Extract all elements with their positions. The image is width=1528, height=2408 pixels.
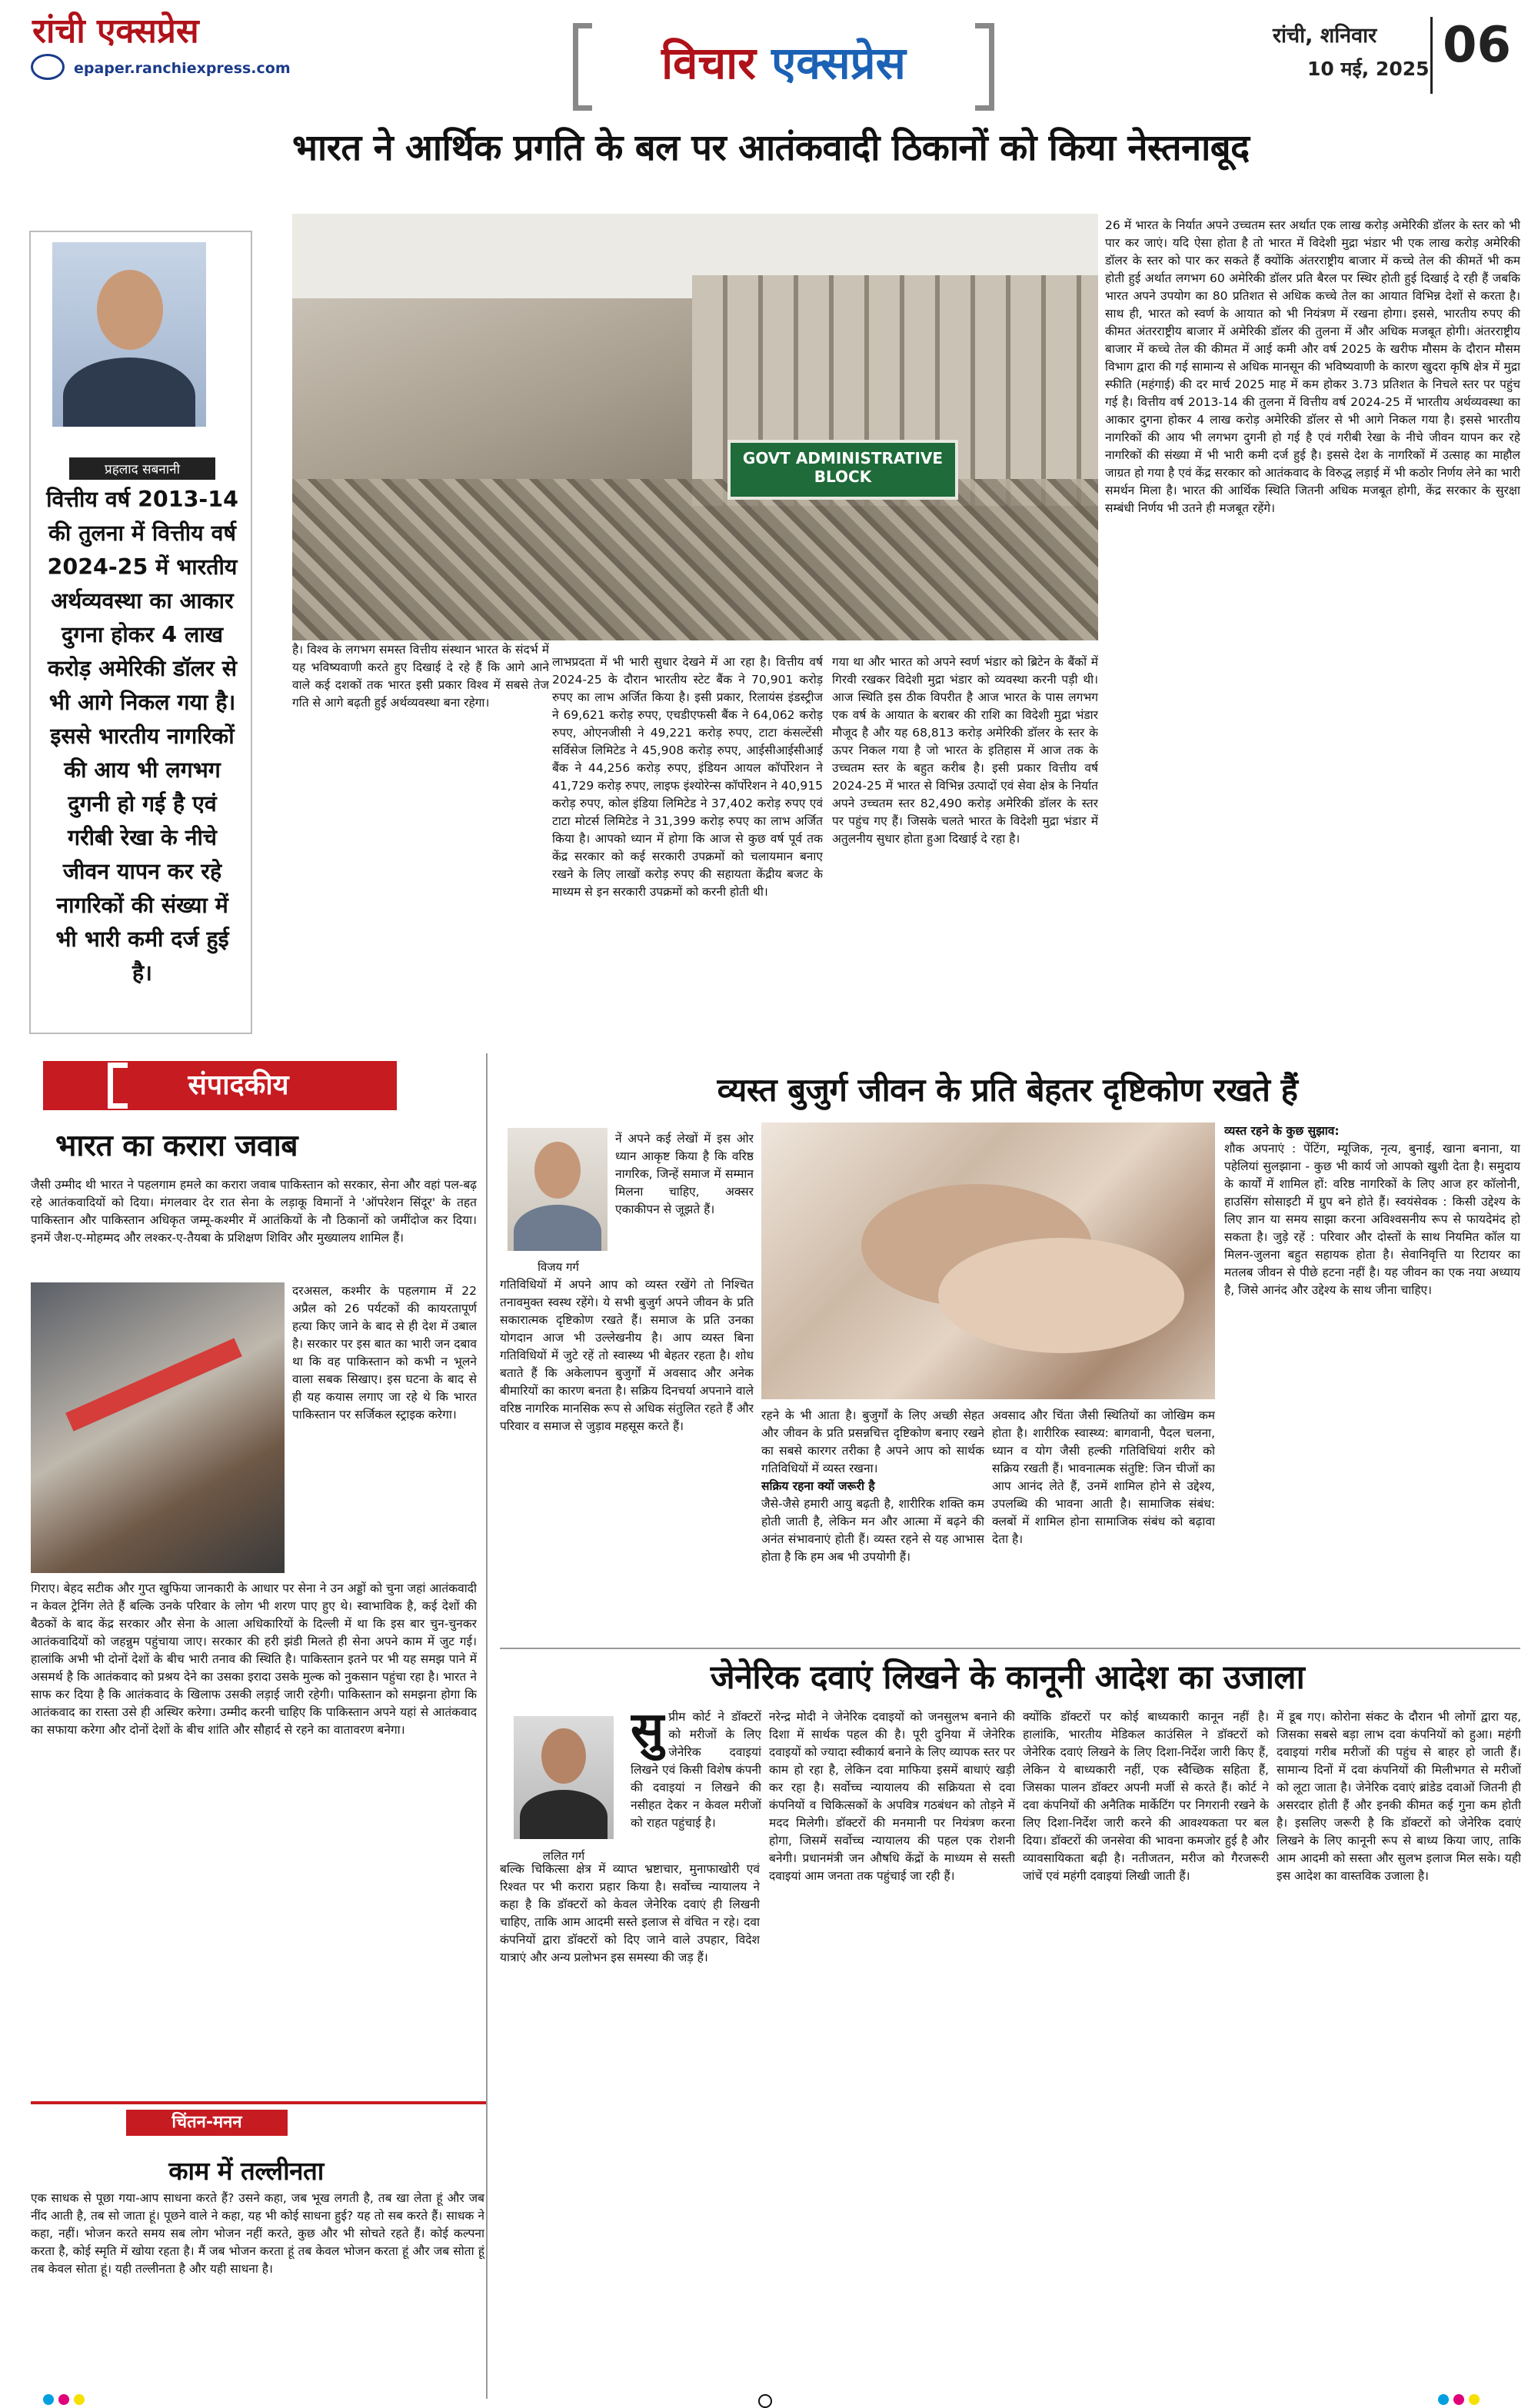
drop-cap: सु (631, 1708, 664, 1759)
cyan-mark-icon (43, 2394, 54, 2405)
author-name: ललित गर्ग (542, 1849, 585, 1863)
elderly-tips-box (1224, 1123, 1520, 1630)
author-photo (508, 1128, 608, 1251)
editorial-label: संपादकीय (188, 1069, 289, 1101)
edition-date: 10 मई, 2025 (1307, 58, 1430, 80)
generic-intro (631, 1708, 761, 1862)
editorial-text-b: दरअसल, कश्मीर के पहलगाम में 22 अप्रैल को 26 पर्यटकों की कायरतापूर्ण हत्या किए जाने के बाद से ही देश में उबाल है। सरकार पर इस बात का भारी जन दबाव था कि वह पाकिस्तान को कभी न भूलने वाला सबक सिखाए। इस घटना के बाद से ही यह कयास लगाए जा रहे थे कि भारत पाकिस्तान पर सर्जिकल स्ट्राइक करेगा। (292, 1284, 477, 1422)
generic-headline[interactable]: जेनेरिक दवाएं लिखने के कानूनी आदेश का उजाला (710, 1658, 1305, 1697)
page-number: 06 (1443, 17, 1512, 74)
editorial-text-a: जैसी उम्मीद थी भारत ने पहलगाम हमले का करारा जवाब पाकिस्तान को सरकार, सेना और वहां पल-बढ़ रहे आतंकवादियों को दिया। मंगलवार देर रात सेना के लड़ाकू विमानों ने 'ऑपरेशन सिंदूर' के तहत पाकिस्तान और पाकिस्तान अधिकृत जम्मू-कश्मीर में आतंकियों के नौ ठिकानों को जमींदोज कर दिया। इनमें जैश-ए-मोहम्मद और लश्कर-ए-तैयबा के प्रशिक्षण शिविर और मुख्यालय शामिल हैं। (31, 1178, 477, 1245)
lead-column-3: लाभप्रदता में भी भारी सुधार देखने में आ रहा है। वित्तीय वर्ष 2024-25 के दौरान भारतीय स्टेट बैंक ने 70,901 करोड़ रुपए का लाभ अर्जित किया है। इसी प्रकार, रिलायंस इंडस्ट्रीज ने 69,621 करोड़ रुपए, एचडीएफसी बैंक ने 64,062 करोड़ रुपए, ओएनजीसी ने 49,221 करोड़ रुपए, टाटा कंसल्टेंसी सर्विसेज लिमिटेड ने 45,908 करोड़ रुपए, आईसीआईसीआई बैंक ने 44,256 करोड़ रुपए, इंडियन आयल कॉर्पोरेशन ने 41,729 करोड़ रुपए, लाइफ इंश्योरेन्स कॉर्पोरेशन ने 40,915 करोड़ रुपए, कोल इंडिया लिमिटेड ने 37,402 करोड़ रुपए एवं टाटा मोटर्स लिमिटेड ने 31,399 करोड़ रुपए का लाभ अर्जित किया है। आपको ध्यान में होगा कि आज से कुछ वर्ष पूर्व तक केंद्र सरकार को कई सरकारी उपक्रमों को चलायमान बनाए रखने के लिए लाखों करोड़ रुपए की सहायता केंद्रीय बजट के माध्यम से इन सरकारी उपक्रमों को करनी होती थी। (552, 655, 823, 899)
elderly-photo-hands (761, 1123, 1215, 1399)
editorial-text-c: गिराए। बेहद सटीक और गुप्त खुफिया जानकारी के आधार पर सेना ने उन अड्डों को चुना जहां आतंकवादी न केवल ट्रेनिंग लेते हैं बल्कि उनके परिवार के लोग भी शरण पाए हुए थे। स्वाभाविक है, कई देशों की बैठकों के बाद केंद्र सरकार और सेना के आला अधिकारियों के दिल्ली में था कि इस बार चुन-चुनकर आतंकवादियों को जहन्नुम पहुंचाया जाए। सरकार की हरी झंडी मिलते ही सेना अपने काम में जुट गई। हालांकि अभी भी दोनों देशों के बीच भारी तनाव की स्थिति है। पाकिस्तान इतने पर भी यह समझ पाने में असमर्थ है कि आतंकवाद को प्रश्रय देने का उसका इरादा उसके मुल्क को नुकसान पहुंचा रहा है। भारत ने साफ कर दिया है कि आतंकवाद के खिलाफ उसकी लड़ाई जारी रहेगी। पाकिस्तान को समझना होगा कि आतंकवाद का रास्ता उसे ही अस्थिर करेगा। उम्मीद करनी चाहिए कि पाकिस्तान अपने यहां से आतंकवाद का सफाया करेगा और दोनों देशों के बीच शांति और सौहार्द से रहने का वातावरण बनेगा। (31, 1581, 477, 1737)
section-brand-word-b: एक्सप्रेस (771, 37, 906, 89)
elderly-intro: नें अपने कई लेखों में इस ओर ध्यान आकृष्ट किया है कि वरिष्ठ नागरिक, जिन्हें समाज में सम्मान मिलना चाहिए, अक्सर एकाकीपन से जूझते हैं। (615, 1132, 754, 1216)
chintan-headline[interactable]: काम में तल्लीनता (168, 2156, 324, 2186)
section-brand (573, 23, 994, 100)
lead-photo-damaged-building (292, 214, 1098, 640)
chintan-text: एक साधक से पूछा गया-आप साधना करते हैं? उसने कहा, जब भूख लगती है, तब खा लेता हूं और जब नींद आती है, तब सो जाता हूं। पूछने वाले ने कहा, यह भी कोई साधना हुई? यह तो सब करते हैं। साधक ने कहा, नहीं। भोजन करते समय सब लोग भोजन नहीं करते, कुछ और भी सोचते रहते हैं। कोई कल्पना करता है, कोई स्मृति में खोया रहता है। मैं जब भोजन करता हूं तब केवल भोजन करता हूं और जब सोता हूं तब केवल सोता हूं। यही तल्लीनता है और यही साधना है। (31, 2191, 484, 2276)
editorial-headline[interactable]: भारत का करारा जवाब (55, 1129, 298, 1163)
editorial-bracket-icon (108, 1063, 128, 1109)
cyan-mark-icon (1438, 2394, 1449, 2405)
generic-column-4: में डूब गए। कोरोना संकट के दौरान भी लोगों द्वारा यह, जिसका सबसे बड़ा लाभ दवा कंपनियों को हुआ। महंगी दवाइयां गरीब मरीजों की पहुंच से बाहर हो जाती हैं। सामान्य दिनों में दवा कंपनियों की मिलीभगत से मरीजों को लूटा जाता है। जेनेरिक दवाएं ब्रांडेड दवाओं जितनी ही असरदार होती हैं और इनकी कीमत कई गुना कम होती है। इसलिए जरूरी है कि डॉक्टरों को जेनेरिक दवाएं लिखने के लिए कानूनी रूप से बाध्य किया जाए, ताकि आम आदमी को सस्ता और सुलभ इलाज मिल सके। यही इस आदेश का वास्तविक उजाला है। (1277, 1710, 1521, 1883)
elderly-headline[interactable]: व्यस्त बुजुर्ग जीवन के प्रति बेहतर दृष्टिकोण रखते हैं (717, 1071, 1298, 1109)
pull-quote: वित्तीय वर्ष 2013-14 की तुलना में वित्तीय वर्ष 2024-25 में भारतीय अर्थव्यवस्था का आकार दुगना होकर 4 लाख करोड़ अमेरिकी डॉलर से भी आगे निकल गया है। इससे भारतीय नागरिकों की आय भी लगभग दुगनी हो गई है एवं गरीबी रेखा के नीचे जीवन यापन कर रहे नागरिकों की संख्या में भी भारी कमी दर्ज हुई है। (46, 487, 238, 986)
generic-column-2: नरेन्द्र मोदी ने जेनेरिक दवाइयों को जनसुलभ बनाने की दिशा में सार्थक पहल की है। पूरी दुनिया में जेनेरिक दवाइयों को ज्यादा स्वीकार्य बनाने के लिए व्यापक स्तर पर काम हो रहा है, लेकिन दवा माफिया इसमें बाधाएं खड़ी कर रहा है। सर्वोच्च न्यायालय की सक्रियता से दवा कंपनियों व चिकित्सकों के अपवित्र गठबंधन को तोड़ने में मदद मिलेगी। डॉक्टरों की मनमानी पर नियंत्रण करना होगा, जिसमें सर्वोच्च न्यायालय की पहल एक रोशनी बनेगी। प्रधानमंत्री जन औषधि केंद्रों के माध्यम से सस्ती दवाइयां आम जनता तक पहुंचाई जा रही हैं। (769, 1710, 1015, 1883)
generic-intro-text: प्रीम कोर्ट ने डॉक्टरों को मरीजों के लिए जेनेरिक दवाइयां लिखने एवं किसी विशेष कंपनी की दवाइयां न लिखने की नसीहत देकर न केवल मरीजों को राहत पहुंचाई है। (631, 1710, 761, 1830)
edition-city-day: रांची, शनिवार (1273, 24, 1377, 48)
elderly-column-2-text: रहने के भी आता है। बुजुर्गों के लिए अच्छी सेहत और जीवन के प्रति प्रसन्नचित्त दृष्टिकोण बनाए रखने का सबसे कारगर तरीका है अपने आप को सार्थक गतिविधियों में व्यस्त रखना। (761, 1409, 984, 1475)
lead-column-2: 26 में भारत के निर्यात अपने उच्चतम स्तर अर्थात एक लाख करोड़ अमेरिकी डॉलर के स्तर को भी पार कर जाएं। यदि ऐसा होता है तो भारत में विदेशी मुद्रा भंडार भी एक लाख करोड़ अमेरिकी डॉलर के स्तर को पार कर सकते हैं क्योंकि अंतरराष्ट्रीय बाजार में कच्चे तेल की कीमतें भी कम होती हुई अर्थात लगभग 60 अमेरिकी डॉलर प्रति बैरल पर स्थिर होती हुई दिखाई दे रही हैं जबकि भारत अपने उपयोग का 80 प्रतिशत से अधिक कच्चे तेल का आयात विभिन्न देशों से करता है। साथ ही, भारत को स्वर्ण के आयात को भी नियंत्रण में रखना होगा। इससे, भारतीय रुपए की कीमत अंतरराष्ट्रीय बाजार में अमेरिकी डॉलर की तुलना में और अधिक मजबूत होगी। अंतरराष्ट्रीय बाजार में कच्चे तेल की कीमत में आई कमी और वर्ष 2025 के खरीफ मौसम के दौरान मौसम विभाग द्वारा की गई सामान्य से अधिक मानसून की भविष्यवाणी के कारण खुदरा कृषि क्षेत्र में मुद्रा स्फीति (महंगाई) की दर मार्च 2025 माह में कम होकर 3.73 प्रतिशत के निचले स्तर पर पहुंच गई है। वित्तीय वर्ष 2013-14 की तुलना में वित्तीय वर्ष 2024-25 में भारतीय अर्थव्यवस्था का आकार दुगना होकर 4 लाख करोड़ अमेरिकी डॉलर से भी आगे निकल गया है। इससे भारतीय नागरिकों की आय भी लगभग दुगनी हो गई है एवं गरीबी रेखा के नीचे जीवन यापन कर रहे नागरिकों की संख्या में भी भारी कमी दर्ज हुई है। इससे देश के नागरिकों में उत्साह का माहौल जाग्रत हो गया है एवं केंद्र सरकार को आतंकवाद के विरुद्ध लड़ाई में भी कठोर निर्णय लेने का भारी समर्थन मिला है। भारत की आर्थिक स्थिति जितनी अधिक मजबूत होगी, केंद्र सरकार के सुरक्षा सम्बंधी निर्णय भी उतने ही मजबूत रहेंगे। (1105, 218, 1520, 515)
generic-column-3: क्योंकि डॉक्टरों पर कोई बाध्यकारी कानून नहीं है। हालांकि, भारतीय मेडिकल काउंसिल ने डॉक्टरों को जेनेरिक दवाएं लिखने के लिए दिशा-निर्देश जारी किए हैं, लेकिन ये बाध्यकारी नहीं, एक स्वैच्छिक सहिता हैं, जिसका पालन डॉक्टर अपनी मर्जी से करते हैं। कोर्ट ने दवा कंपनियों की अनैतिक मार्केटिंग पर निगरानी रखने के लिए दिशा-निर्देश जारी करने की आवश्यकता पर बल दिया। डॉक्टरों की जनसेवा की भावना कमजोर हुई है और व्यावसायिकता बढ़ी है। नतीजतन, मरीज को गैरजरूरी जांचें एवं महंगी दवाइयां लिखी जाती हैं। (1023, 1710, 1269, 1883)
yellow-mark-icon (74, 2394, 85, 2405)
elderly-tips-title: व्यस्त रहने के कुछ सुझाव: (1224, 1124, 1340, 1138)
elderly-tips-text: शौक अपनाएं : पेंटिंग, म्यूजिक, नृत्य, बुनाई, खाना बनाना, या पहेलियां सुलझाना - कुछ भी कार्य जो आपको खुशी देता है। समुदाय के कार्यों में शामिल हों: वरिष्ठ नागरिकों के लिए आज हर कॉलोनी, हाउसिंग सोसाइटी में ग्रुप बने होते हैं। स्वयंसेवक : किसी उद्देश्य के लिए ज्ञान या समय साझा करना अविश्वसनीय रूप से फायदेमंद हो सकता है। जुड़े रहें : परिवार और दोस्तों के साथ नियमित कॉल या मिलन-जुलना बहुत सहायक होता है। सेवानिवृत्ति या रिटायर का मतलब जीवन से पीछे हटना नहीं है। यह जीवन का एक नया अध्याय है, जिसे आनंद और उद्देश्य के साथ जीना चाहिए। (1224, 1142, 1520, 1297)
editorial-photo-debris (31, 1282, 285, 1573)
elderly-column-2-body: जैसे-जैसे हमारी आयु बढ़ती है, शारीरिक शक्ति कम होती जाती है, लेकिन मन और आत्मा में बढ़ने की अनंत संभावनाएं होती हैं। व्यस्त रहने से यह आभास होता है कि हम अब भी उपयोगी हैं। (761, 1497, 984, 1564)
photo-sign: GOVT ADMINISTRATIVE BLOCK (727, 440, 958, 500)
section-brand-title (596, 31, 971, 91)
elderly-column-2 (761, 1407, 984, 1638)
section-divider (500, 1648, 1520, 1649)
lead-headline[interactable]: भारत ने आर्थिक प्रगति के बल पर आतंकवादी ठिकानों को किया नेस्तनाबूद (292, 127, 1250, 169)
lead-column-4: गया था और भारत को अपने स्वर्ण भंडार को ब्रिटेन के बैंकों में गिरवी रखकर विदेशी मुद्रा भंडार को व्यवस्था करनी पड़ी थी। आज स्थिति इस ठीक विपरीत है आज भारत के पास लगभग एक वर्ष के आयात के बराबर की राशि का विदेशी मुद्रा भंडार मौजूद है और यह 68,813 करोड़ अमेरिकी डॉलर के स्तर के ऊपर निकल गया है जो भारत के इतिहास में आज तक के उच्चतम स्तर के बहुत करीब है। इसी प्रकार वित्तीय वर्ष 2024-25 में भारत से विभिन्न उत्पादों एवं सेवा क्षेत्र के निर्यात अपने उच्चतम स्तर 82,490 करोड़ अमेरिकी डॉलर के स्तर पर पहुंच गए हैं। जिसके चलते भारत के विदेशी मुद्रा भंडार में अतुलनीय सुधार होता हुआ दिखाई दे रहा है। (832, 655, 1098, 846)
chintan-label: चिंतन-मनन (126, 2110, 288, 2136)
author-name: प्रहलाद सबनानी (69, 457, 215, 480)
section-brand-word-a: विचार (661, 37, 756, 89)
column-divider (486, 1053, 488, 2399)
left-bracket-icon (573, 23, 592, 111)
yellow-mark-icon (1469, 2394, 1480, 2405)
elderly-column-3: अवसाद और चिंता जैसी स्थितियों का जोखिम कम होता है। शारीरिक स्वास्थ्य: बागवानी, पैदल चलना, ध्यान व योग जैसी हल्की गतिविधियां शरीर को सक्रिय रखती हैं। भावनात्मक संतुष्टि: जिन चीजों का आप आनंद लेते हैं, उनमें शामिल होने से उद्देश्य, उपलब्धि की भावना आती है। सामाजिक संबंध: क्लबों में शामिल होना सामाजिक संबंध को बढ़ावा देता है। (992, 1409, 1215, 1546)
magenta-mark-icon (58, 2394, 69, 2405)
edition-divider (1430, 17, 1433, 94)
right-bracket-icon (975, 23, 994, 111)
newspaper-logo[interactable]: रांची एक्सप्रेस (32, 12, 199, 51)
logo-emblem-icon (31, 54, 65, 80)
elderly-column-1: गतिविधियों में अपने आप को व्यस्त रखेंगे तो निश्चित तनावमुक्त स्वस्थ रहेंगे। ये सभी बुजुर्ग अपने जीवन के प्रति सकारात्मक दृष्टिकोण रखते हैं। समाज के प्रति उनका योगदान आज भी उल्लेखनीय है। आप व्यस्त बिना गतिविधियों में जुटे रहें तो स्वास्थ्य भी बेहतर रहता है। शोध बताते हैं कि अकेलापन बुजुर्गों में अवसाद और अनेक बीमारियों का कारण बनता है। सक्रिय दिनचर्या अपनाने वाले वरिष्ठ नागरिक मानसिक रूप से अधिक संतुलित रहते हैं और परिवार व समाज से जुड़ाव महसूस करते हैं। (500, 1278, 754, 1433)
author-photo (52, 242, 206, 427)
author-photo (514, 1716, 614, 1839)
lead-column-1-text: है। विश्व के लगभग समस्त वित्तीय संस्थान भारत के संदर्भ में यह भविष्यवाणी करते हुए दिखाई दे रहे हैं कि आगे आने वाले कई दशकों तक भारत इसी प्रकार विश्व में सबसे तेज गति से आगे बढ़ती हुई अर्थव्यवस्था बना रहेगा। (292, 643, 549, 710)
website-url[interactable]: epaper.ranchiexpress.com (74, 60, 291, 77)
author-name: विजय गर्ग (538, 1260, 579, 1274)
generic-column-1: बल्कि चिकित्सा क्षेत्र में व्याप्त भ्रष्टाचार, मुनाफाखोरी एवं रिश्वत पर भी करारा प्रहार किया है। सर्वोच्च न्यायालय ने कहा है कि डॉक्टरों को केवल जेनेरिक दवाएं ही लिखनी चाहिए, ताकि आम आदमी सस्ते इलाज से वंचित न रहे। दवा कंपनियों द्वारा डॉक्टरों को दिए जाने वाले उपहार, विदेश यात्राएं और अन्य प्रलोभन इस समस्या की जड़ हैं। (500, 1862, 760, 1964)
magenta-mark-icon (1453, 2394, 1464, 2405)
chintan-rule (31, 2101, 486, 2104)
print-registration-strip (0, 2393, 1528, 2406)
registration-target-icon (758, 2394, 772, 2408)
elderly-subheading: सक्रिय रहना क्यों जरूरी है (761, 1479, 875, 1493)
